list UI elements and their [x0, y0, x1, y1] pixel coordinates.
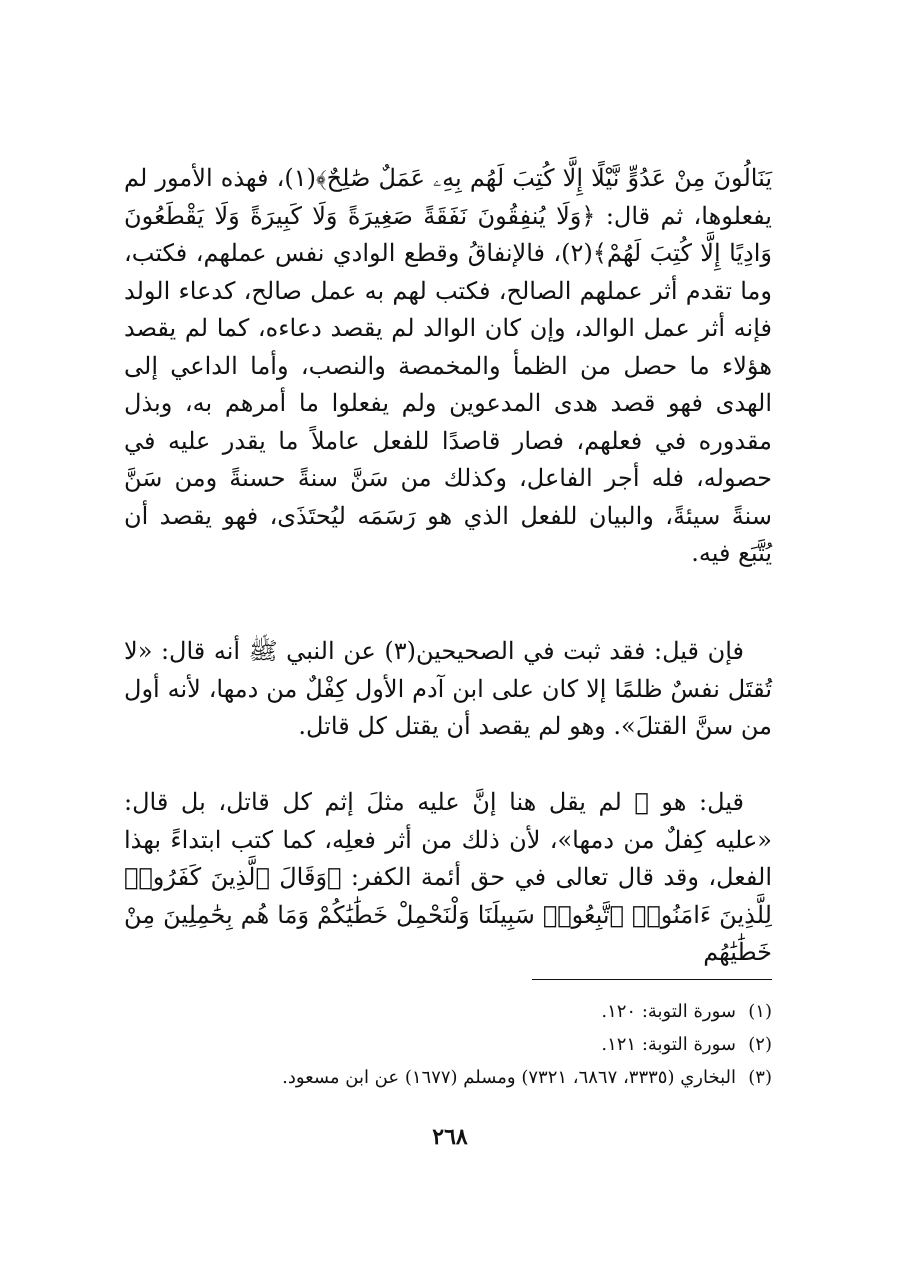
- body-paragraph-3: قيل: هو ﷺ لم يقل هنا إنَّ عليه مثلَ إثم كل قاتل، بل قال: «عليه كِفلٌ من دمها»، لأن ذلك من أثر فعلِه، كما كتب ابتداءً بهذا الفعل، وقد قال تعالى في حق أئمة الكفر: ﴿وَقَالَ ٱلَّذِينَ كَفَرُوا۟ لِلَّذِينَ ءَامَنُوا۟ ٱتَّبِعُوا۟ سَبِيلَنَا وَلْنَحْمِلْ خَطَٰيَٰكُمْ وَمَا هُم بِحَٰمِلِينَ مِنْ خَطَٰيَٰهُم: [124, 788, 772, 966]
- footnote-number: (٣): [748, 1067, 772, 1088]
- body-paragraph-1: يَنَالُونَ مِنْ عَدُوٍّ نَّيْلًا إِلَّا كُتِبَ لَهُم بِهِۦ عَمَلٌ صَٰلِحٌ﴾(١)، فهذه الأمور لم يفعلوها، ثم قال: ﴿وَلَا يُنفِقُونَ نَفَقَةً صَغِيرَةً وَلَا كَبِيرَةً وَلَا يَقْطَعُونَ وَادِيًا إِلَّا كُتِبَ لَهُمْ﴾(٢)، فالإنفاقُ وقطع الوادي نفس عملهم، فكتب، وما تقدم أثر عملهم الصالح، فكتب لهم به عمل صالح، كدعاء الولد فإنه أثر عمل الوالد، وإن كان الوالد لم يقصد دعاءه، كما لم يقصد هؤلاء ما حصل من الظمأ والمخمصة والنصب، وأما الداعي إلى الهدى فهو قصد هدى المدعوين ولم يفعلوا ما أمرهم به، وبذل مقدوره في فعلهم، فصار قاصدًا للفعل عاملاً ما يقدر عليه في حصوله، فله أجر الفاعل، وكذلك من سَنَّ سنةً حسنةً ومن سَنَّ سنةً سيئةً، والبيان للفعل الذي هو رَسَمَه ليُحتَذَى، فهو يقصد أن يُتَّبَع فيه.: [124, 164, 773, 567]
- footnote-text: البخاري (٣٣٣٥، ٦٨٦٧، ٧٣٢١) ومسلم (١٦٧٧) عن ابن مسعود.: [282, 1067, 736, 1088]
- body-paragraph-2: فإن قيل: فقد ثبت في الصحيحين(٣) عن النبي ﷺ أنه قال: «لا تُقتَل نفسٌ ظلمًا إلا كان على ابن آدم الأول كِفْلٌ من دمها، لأنه أول من سنَّ القتلَ». وهو لم يقصد أن يقتل كل قاتل.: [124, 637, 772, 740]
- footnote-3: [124, 1061, 772, 1094]
- page-number: ٢٦٨: [432, 1124, 468, 1150]
- footnote-number: (١): [748, 1001, 772, 1022]
- footnote-text: سورة التوبة: ١٢١.: [601, 1034, 736, 1055]
- footnote-1: [124, 995, 772, 1028]
- footnotes: [124, 995, 772, 1094]
- footnote-text: سورة التوبة: ١٢٠.: [601, 1001, 736, 1022]
- footnote-2: [124, 1028, 772, 1061]
- footnote-number: (٢): [748, 1034, 772, 1055]
- footnote-separator: [532, 979, 772, 980]
